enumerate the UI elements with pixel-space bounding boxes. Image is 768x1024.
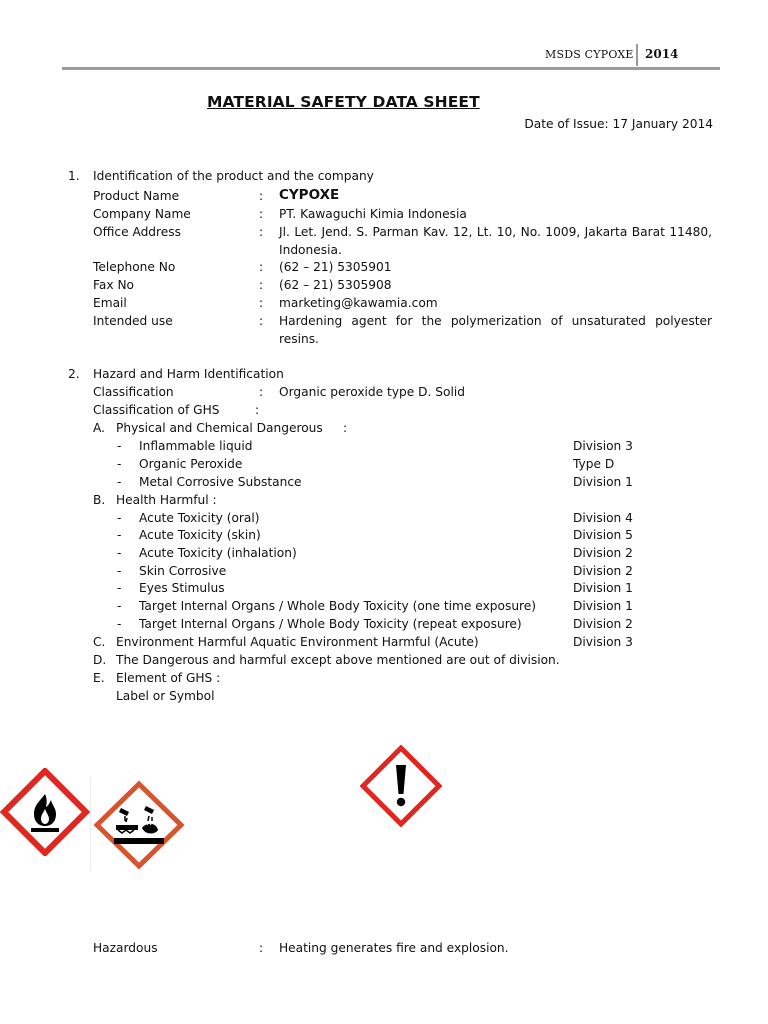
hazard-division: Division 1: [573, 581, 633, 595]
classification-value: Organic peroxide type D. Solid: [279, 385, 465, 399]
hazard-item: Skin Corrosive: [139, 564, 227, 578]
company-name-label: Company Name: [93, 207, 191, 221]
colon: :: [259, 278, 264, 292]
header-doc-code: MSDS CYPOXE: [545, 48, 634, 61]
office-address-value: Jl. Let. Jend. S. Parman Kav. 12, Lt. 10, No. 1009, Jakarta Barat 11480,: [279, 225, 712, 239]
list-bullet: -: [117, 457, 122, 471]
date-of-issue: Date of Issue: 17 January 2014: [524, 117, 713, 131]
hazard-item: Inflammable liquid: [139, 439, 253, 453]
colon: :: [259, 385, 264, 399]
group-e-text: Element of GHS :: [116, 671, 221, 685]
group-a-letter: A.: [93, 421, 105, 435]
fax-value: (62 – 21) 5305908: [279, 278, 392, 292]
hazard-item: Metal Corrosive Substance: [139, 475, 302, 489]
hazard-division: Division 3: [573, 635, 633, 649]
hazard-division: Type D: [573, 457, 615, 471]
hazard-division: Division 1: [573, 599, 633, 613]
hazard-item: Target Internal Organs / Whole Body Toxicity (repeat exposure): [139, 617, 522, 631]
header-year: 2014: [645, 47, 679, 61]
colon: :: [255, 403, 260, 417]
hazard-item: Acute Toxicity (inhalation): [139, 546, 297, 560]
email-label: Email: [93, 296, 127, 310]
telephone-label: Telephone No: [93, 260, 176, 274]
hazard-division: Division 3: [573, 439, 633, 453]
list-bullet: -: [117, 511, 122, 525]
section-2-number: 2.: [68, 367, 80, 381]
group-b-letter: B.: [93, 493, 106, 507]
list-bullet: -: [117, 617, 122, 631]
section-1-number: 1.: [68, 169, 80, 183]
group-d-text: The Dangerous and harmful except above mentioned are out of division.: [116, 653, 560, 667]
list-bullet: -: [117, 581, 122, 595]
office-address-value-line2: Indonesia.: [279, 243, 342, 257]
list-bullet: -: [117, 528, 122, 542]
intended-use-label: Intended use: [93, 314, 173, 328]
hazardous-value: Heating generates fire and explosion.: [279, 941, 509, 955]
colon: :: [259, 941, 264, 955]
colon: :: [259, 207, 264, 221]
hazard-division: Division 2: [573, 546, 633, 560]
office-address-label: Office Address: [93, 225, 181, 239]
classification-label: Classification: [93, 385, 174, 399]
colon: :: [343, 421, 348, 435]
email-value: marketing@kawamia.com: [279, 296, 438, 310]
list-bullet: -: [117, 564, 122, 578]
list-bullet: -: [117, 475, 122, 489]
colon: :: [259, 260, 264, 274]
group-b-title: Health Harmful :: [116, 493, 217, 507]
corrosion-pictogram-icon: [90, 778, 188, 870]
fax-label: Fax No: [93, 278, 135, 292]
group-a-title: Physical and Chemical Dangerous: [116, 421, 323, 435]
hazard-division: Division 2: [573, 564, 633, 578]
ghs-classification-label: Classification of GHS: [93, 403, 220, 417]
section-2-title: Hazard and Harm Identification: [93, 367, 284, 381]
colon: :: [259, 189, 264, 203]
hazard-division: Division 2: [573, 617, 633, 631]
list-bullet: -: [117, 599, 122, 613]
company-name-value: PT. Kawaguchi Kimia Indonesia: [279, 207, 467, 221]
colon: :: [259, 314, 264, 328]
page-title: MATERIAL SAFETY DATA SHEET: [207, 93, 480, 111]
hazard-item: Target Internal Organs / Whole Body Toxicity (one time exposure): [139, 599, 537, 613]
colon: :: [259, 225, 264, 239]
header-rule: [62, 67, 720, 70]
list-bullet: -: [117, 439, 122, 453]
hazard-division: Division 1: [573, 475, 633, 489]
intended-use-value-line2: resins.: [279, 332, 319, 346]
colon: :: [259, 296, 264, 310]
flame-pictogram-icon: [0, 768, 90, 856]
group-d-letter: D.: [93, 653, 107, 667]
section-1-title: Identification of the product and the company: [93, 169, 374, 183]
header-separator: [636, 44, 638, 66]
hazard-division: Division 5: [573, 528, 633, 542]
intended-use-value: Hardening agent for the polymerization of unsaturated polyester: [279, 314, 712, 328]
telephone-value: (62 – 21) 5305901: [279, 260, 392, 274]
hazardous-label: Hazardous: [93, 941, 158, 955]
product-name-value: CYPOXE: [279, 187, 340, 203]
hazard-item: Acute Toxicity (skin): [139, 528, 261, 542]
group-e-letter: E.: [93, 671, 105, 685]
label-or-symbol: Label or Symbol: [116, 689, 215, 703]
product-name-label: Product Name: [93, 189, 180, 203]
list-bullet: -: [117, 546, 122, 560]
hazard-item: Eyes Stimulus: [139, 581, 225, 595]
exclamation-pictogram-icon: [360, 745, 442, 827]
hazard-item: Acute Toxicity (oral): [139, 511, 260, 525]
hazard-division: Division 4: [573, 511, 633, 525]
group-c-letter: C.: [93, 635, 106, 649]
group-c-text: Environment Harmful Aquatic Environment Harmful (Acute): [116, 635, 479, 649]
hazard-item: Organic Peroxide: [139, 457, 243, 471]
